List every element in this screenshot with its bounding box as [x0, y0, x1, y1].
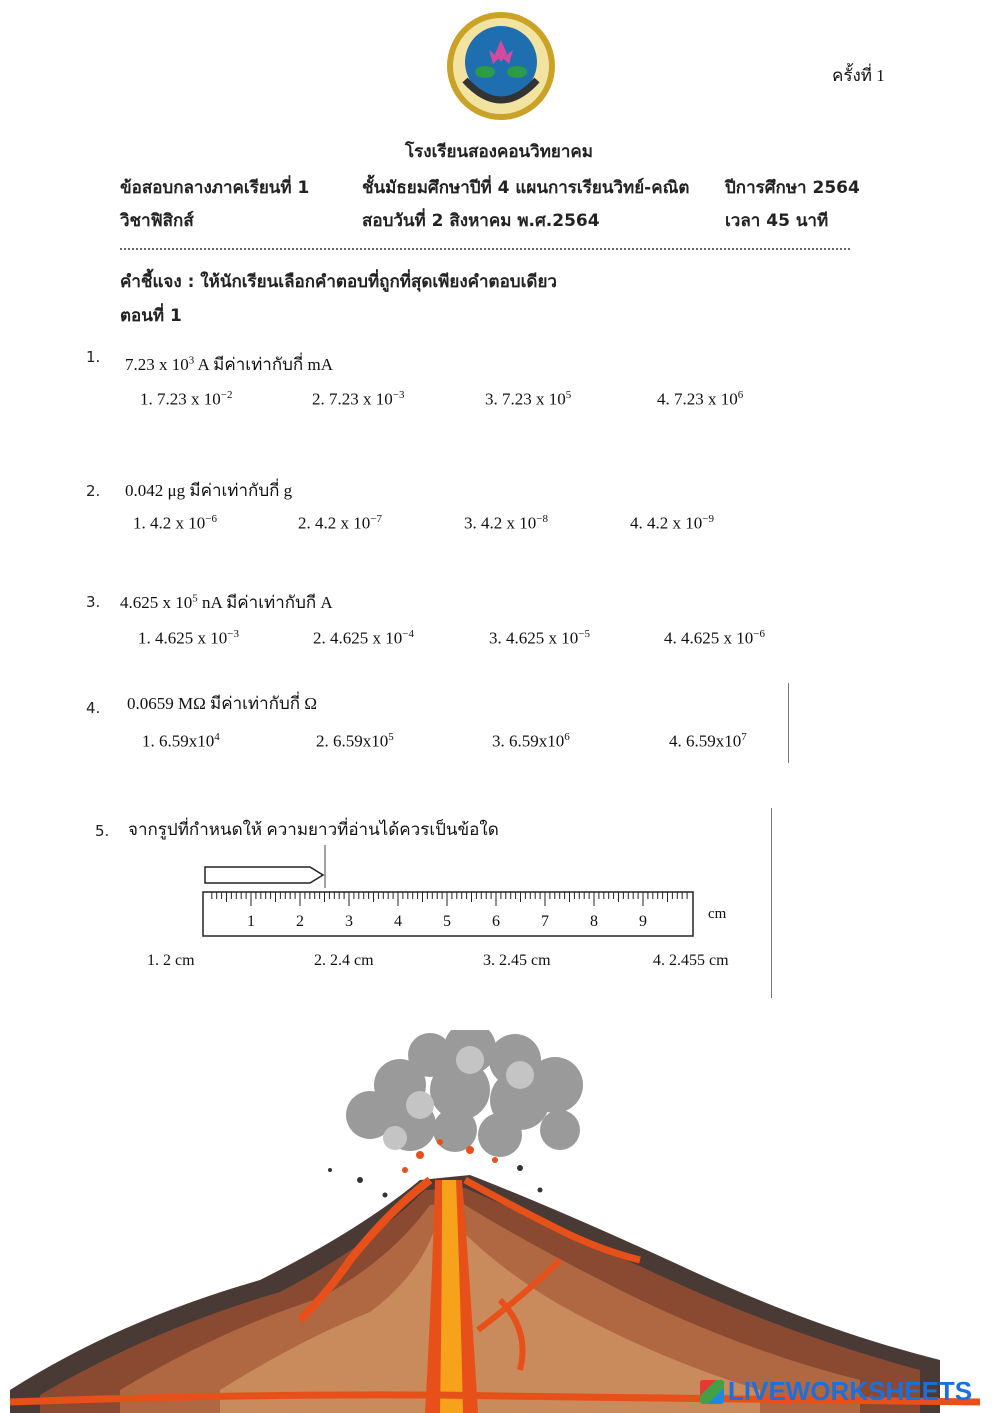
- ruler-number: 4: [394, 913, 402, 930]
- answer-option[interactable]: 3. $6.59x10^6$: [492, 731, 570, 751]
- ruler-diagram: [195, 840, 745, 945]
- question-number: 3.: [86, 593, 101, 611]
- exam-date: สอบวันที่ 2 สิงหาคม พ.ศ.2564: [362, 211, 600, 231]
- answer-option[interactable]: 4. 4.625 x $10^{-6}$: [664, 628, 765, 648]
- watermark-text: LIVEWORKSHEETS: [728, 1376, 973, 1406]
- ruler-number: 2: [296, 913, 304, 930]
- answer-option[interactable]: 2. 2.4 cm: [314, 952, 374, 969]
- volcano-illustration: [0, 1030, 1000, 1413]
- answer-option[interactable]: 2. $6.59x10^5$: [316, 731, 394, 751]
- answer-option[interactable]: 4. 2.455 cm: [653, 952, 729, 969]
- exam-title: ข้อสอบกลางภาคเรียนที่ 1: [120, 178, 310, 198]
- answer-option[interactable]: 1. 4.2 x $10^{-6}$: [133, 513, 217, 533]
- answer-option[interactable]: 1. 4.625 x $10^{-3}$: [138, 628, 239, 648]
- ruler-number: 8: [590, 913, 598, 930]
- school-name: โรงเรียนสองคอนวิทยาคม: [405, 142, 594, 162]
- question-text: 7.23 x $10^3$ A มีค่าเท่ากับกี่ mA: [125, 354, 333, 374]
- question-number: 4.: [86, 699, 101, 717]
- answer-option[interactable]: 1. $6.59x10^4$: [142, 731, 220, 751]
- ruler-number: 7: [541, 913, 549, 930]
- exam-duration: เวลา 45 นาที: [725, 211, 829, 231]
- ruler-unit: cm: [708, 906, 727, 922]
- question-number: 5.: [95, 822, 110, 840]
- ruler-number: 9: [639, 913, 647, 930]
- ruler-number: 6: [492, 913, 500, 930]
- class-level: ชั้นมัธยมศึกษาปีที่ 4 แผนการเรียนวิทย์-คณิต: [362, 178, 690, 198]
- liveworksheets-watermark: [700, 1376, 972, 1407]
- answer-option[interactable]: 1. 7.23 x $10^{-2}$: [140, 389, 233, 409]
- instructions: คำชี้แจง : ให้นักเรียนเลือกคำตอบที่ถูกที่สุดเพียงคำตอบเดียว: [120, 272, 557, 292]
- ruler-number: 1: [247, 913, 255, 930]
- answer-option[interactable]: 4. $6.59x10^7$: [669, 731, 747, 751]
- school-seal-icon: [445, 10, 557, 122]
- answer-option[interactable]: 4. 7.23 x $10^6$: [657, 389, 744, 409]
- academic-year: ปีการศึกษา 2564: [725, 178, 860, 198]
- question-text: 4.625 x $10^5$ nA มีค่าเท่ากับกี A: [120, 592, 333, 612]
- answer-option[interactable]: 4. 4.2 x $10^{-9}$: [630, 513, 714, 533]
- section-label: ตอนที่ 1: [120, 306, 182, 326]
- ruler-number: 5: [443, 913, 451, 930]
- answer-option[interactable]: 3. 2.45 cm: [483, 952, 551, 969]
- question-text: 0.042 μg มีค่าเท่ากับกี่ g: [125, 481, 293, 500]
- border-line: [788, 683, 789, 763]
- answer-option[interactable]: 3. 7.23 x $10^5$: [485, 389, 572, 409]
- question-text: จากรูปที่กำหนดให้ ความยาวที่อ่านได้ควรเป็นข้อใด: [128, 820, 499, 839]
- answer-option[interactable]: 3. 4.625 x $10^{-5}$: [489, 628, 590, 648]
- border-line: [771, 808, 772, 998]
- answer-option[interactable]: 3. 4.2 x $10^{-8}$: [464, 513, 548, 533]
- exam-round: ครั้งที่ 1: [832, 66, 885, 85]
- question-text: 0.0659 MΩ มีค่าเท่ากับกี่ Ω: [127, 694, 317, 713]
- school-logo: [445, 10, 557, 122]
- liveworksheets-logo-icon: [700, 1380, 724, 1404]
- header-divider: [120, 248, 850, 250]
- question-number: 1.: [86, 348, 101, 366]
- measured-object-arrow: [205, 867, 323, 883]
- answer-option[interactable]: 1. 2 cm: [147, 952, 195, 969]
- question-number: 2.: [86, 482, 101, 500]
- answer-option[interactable]: 2. 7.23 x $10^{-3}$: [312, 389, 405, 409]
- answer-option[interactable]: 2. 4.2 x $10^{-7}$: [298, 513, 382, 533]
- subject: วิชาฟิสิกส์: [120, 211, 194, 231]
- answer-option[interactable]: 2. 4.625 x $10^{-4}$: [313, 628, 414, 648]
- ruler-number: 3: [345, 913, 353, 930]
